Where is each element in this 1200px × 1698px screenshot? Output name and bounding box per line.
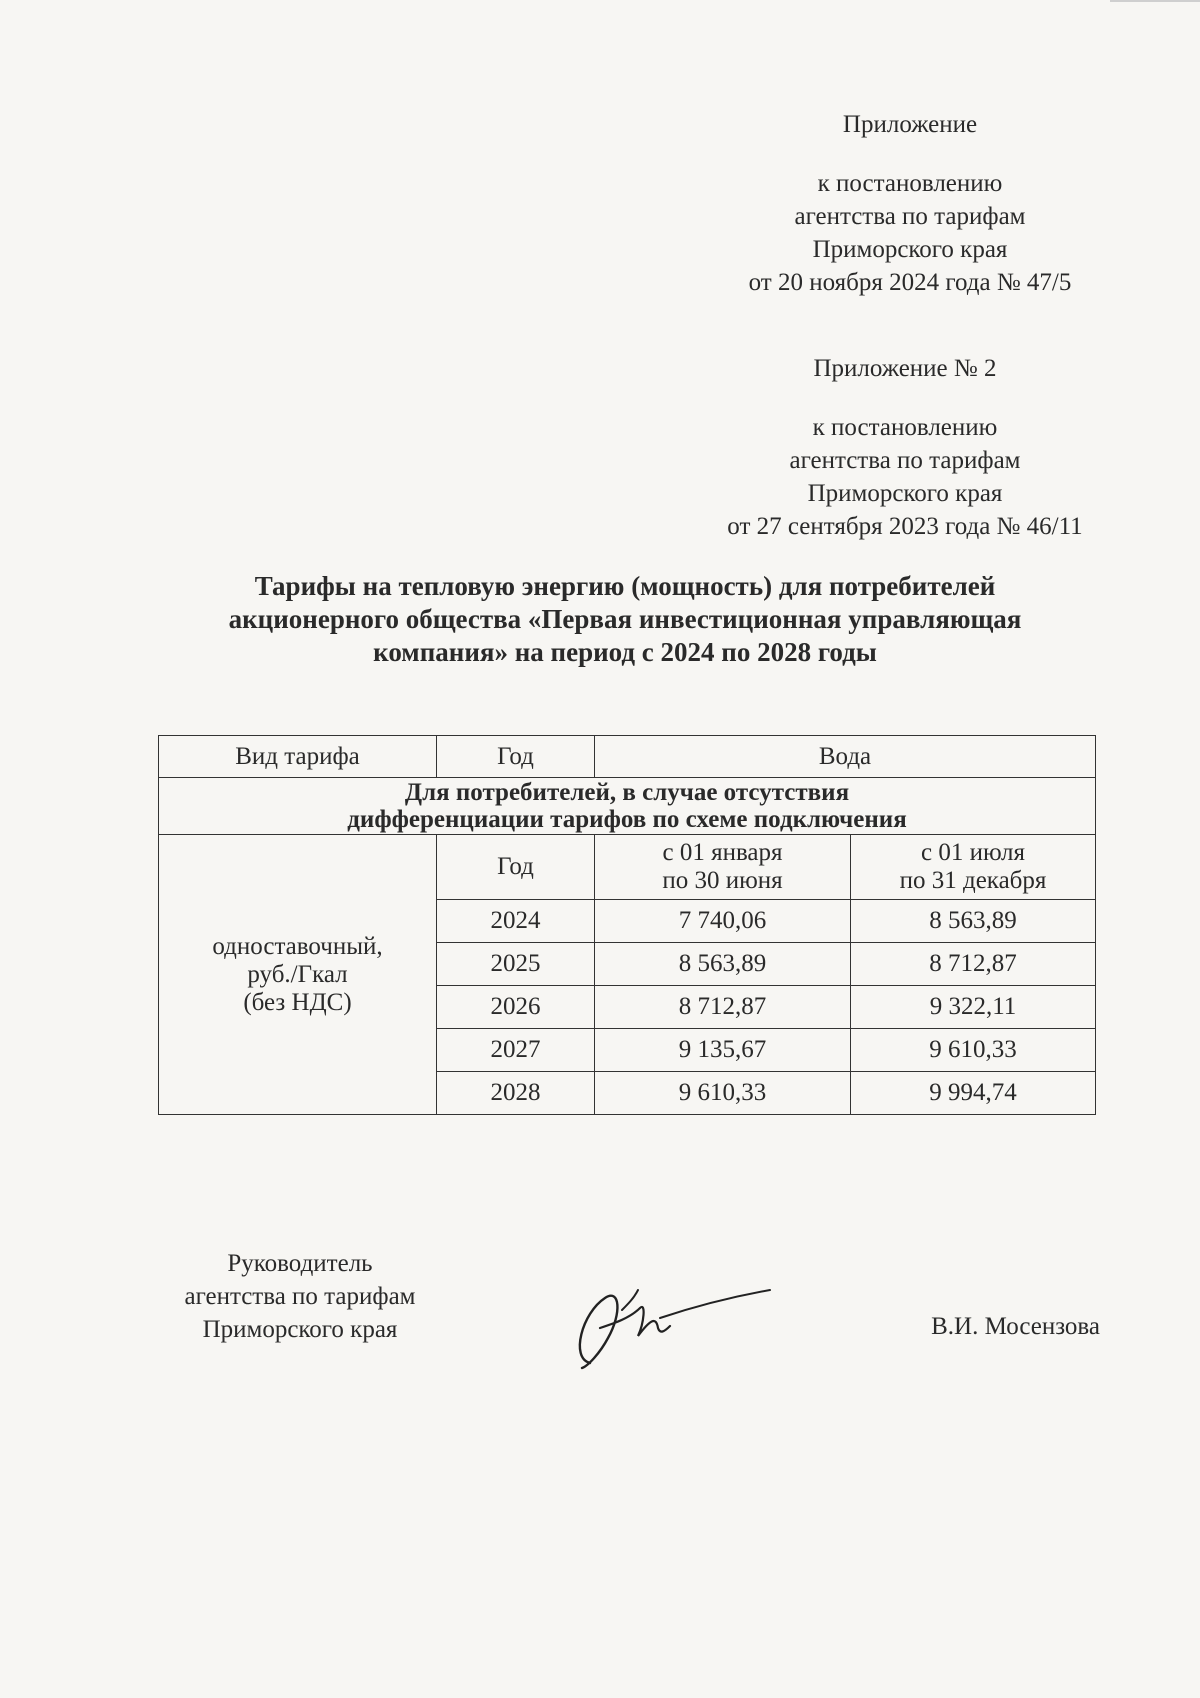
consumer-group-cell [159, 778, 1096, 835]
subheader-period-1 [595, 835, 851, 900]
signatory-position-line: Руководитель [227, 1250, 373, 1277]
consumer-group-line: Для потребителей, в случае отсутствия [404, 779, 850, 806]
appendix-current-line: к постановлению [817, 170, 1003, 197]
document-title [150, 570, 1100, 669]
header-tariff-type: Вид тарифа [159, 736, 437, 778]
signatory-position-line: агентства по тарифам [184, 1283, 416, 1310]
row-tariff-h2: 9 994,74 [851, 1072, 1096, 1115]
row-tariff-h1: 8 563,89 [595, 943, 851, 986]
document-title-line: Тарифы на тепловую энергию (мощность) для потребителей [254, 571, 996, 601]
row-year: 2026 [437, 986, 595, 1029]
handwritten-signature [560, 1268, 780, 1378]
appendix-previous-block [690, 352, 1120, 543]
row-year: 2024 [437, 900, 595, 943]
tariff-table [158, 735, 1096, 1115]
tariff-type-line: (без НДС) [243, 988, 352, 1016]
tariff-type-cell [159, 835, 437, 1115]
header-water: Вода [595, 736, 1096, 778]
period-2-line: с 01 июля [920, 839, 1025, 866]
signatory-position-line: Приморского края [202, 1316, 398, 1343]
header-year: Год [437, 736, 595, 778]
period-1-line: с 01 января [662, 839, 783, 866]
row-tariff-h2: 9 322,11 [851, 986, 1096, 1029]
period-header-row [159, 835, 1096, 900]
consumer-group-row [159, 778, 1096, 835]
period-1-line: по 30 июня [662, 867, 783, 894]
appendix-previous-line: от 27 сентября 2023 года № 46/11 [727, 513, 1083, 540]
row-year: 2028 [437, 1072, 595, 1115]
signatory-name: В.И. Мосензова [931, 1313, 1100, 1340]
appendix-current-line: Приморского края [812, 236, 1008, 263]
appendix-current-line: агентства по тарифам [794, 203, 1026, 230]
signatory-position [150, 1247, 450, 1346]
table-header-row [159, 736, 1096, 778]
scan-edge-mark [1110, 0, 1200, 2]
row-year: 2025 [437, 943, 595, 986]
row-tariff-h1: 8 712,87 [595, 986, 851, 1029]
row-tariff-h2: 8 563,89 [851, 900, 1096, 943]
appendix-previous-line: к постановлению [812, 414, 998, 441]
appendix-previous-line: Приморского края [807, 480, 1003, 507]
appendix-current-line: от 20 ноября 2024 года № 47/5 [748, 269, 1072, 296]
tariff-type-line: руб./Гкал [247, 960, 348, 988]
subheader-period-2 [851, 835, 1096, 900]
period-2-line: по 31 декабря [899, 867, 1047, 894]
consumer-group-line: дифференциации тарифов по схеме подключения [347, 806, 907, 833]
appendix-current-heading: Приложение [842, 111, 978, 138]
document-title-line: компания» на период с 2024 по 2028 годы [373, 637, 877, 667]
row-tariff-h2: 8 712,87 [851, 943, 1096, 986]
row-tariff-h1: 9 610,33 [595, 1072, 851, 1115]
document-title-line: акционерного общества «Первая инвестиционная управляющая [228, 604, 1022, 634]
appendix-previous-line: агентства по тарифам [789, 447, 1021, 474]
subheader-year: Год [437, 835, 595, 900]
tariff-type-line: одноставочный, [212, 932, 383, 960]
row-tariff-h1: 9 135,67 [595, 1029, 851, 1072]
appendix-previous-heading: Приложение № 2 [813, 355, 997, 382]
appendix-current-block [710, 108, 1110, 299]
row-year: 2027 [437, 1029, 595, 1072]
row-tariff-h2: 9 610,33 [851, 1029, 1096, 1072]
row-tariff-h1: 7 740,06 [595, 900, 851, 943]
